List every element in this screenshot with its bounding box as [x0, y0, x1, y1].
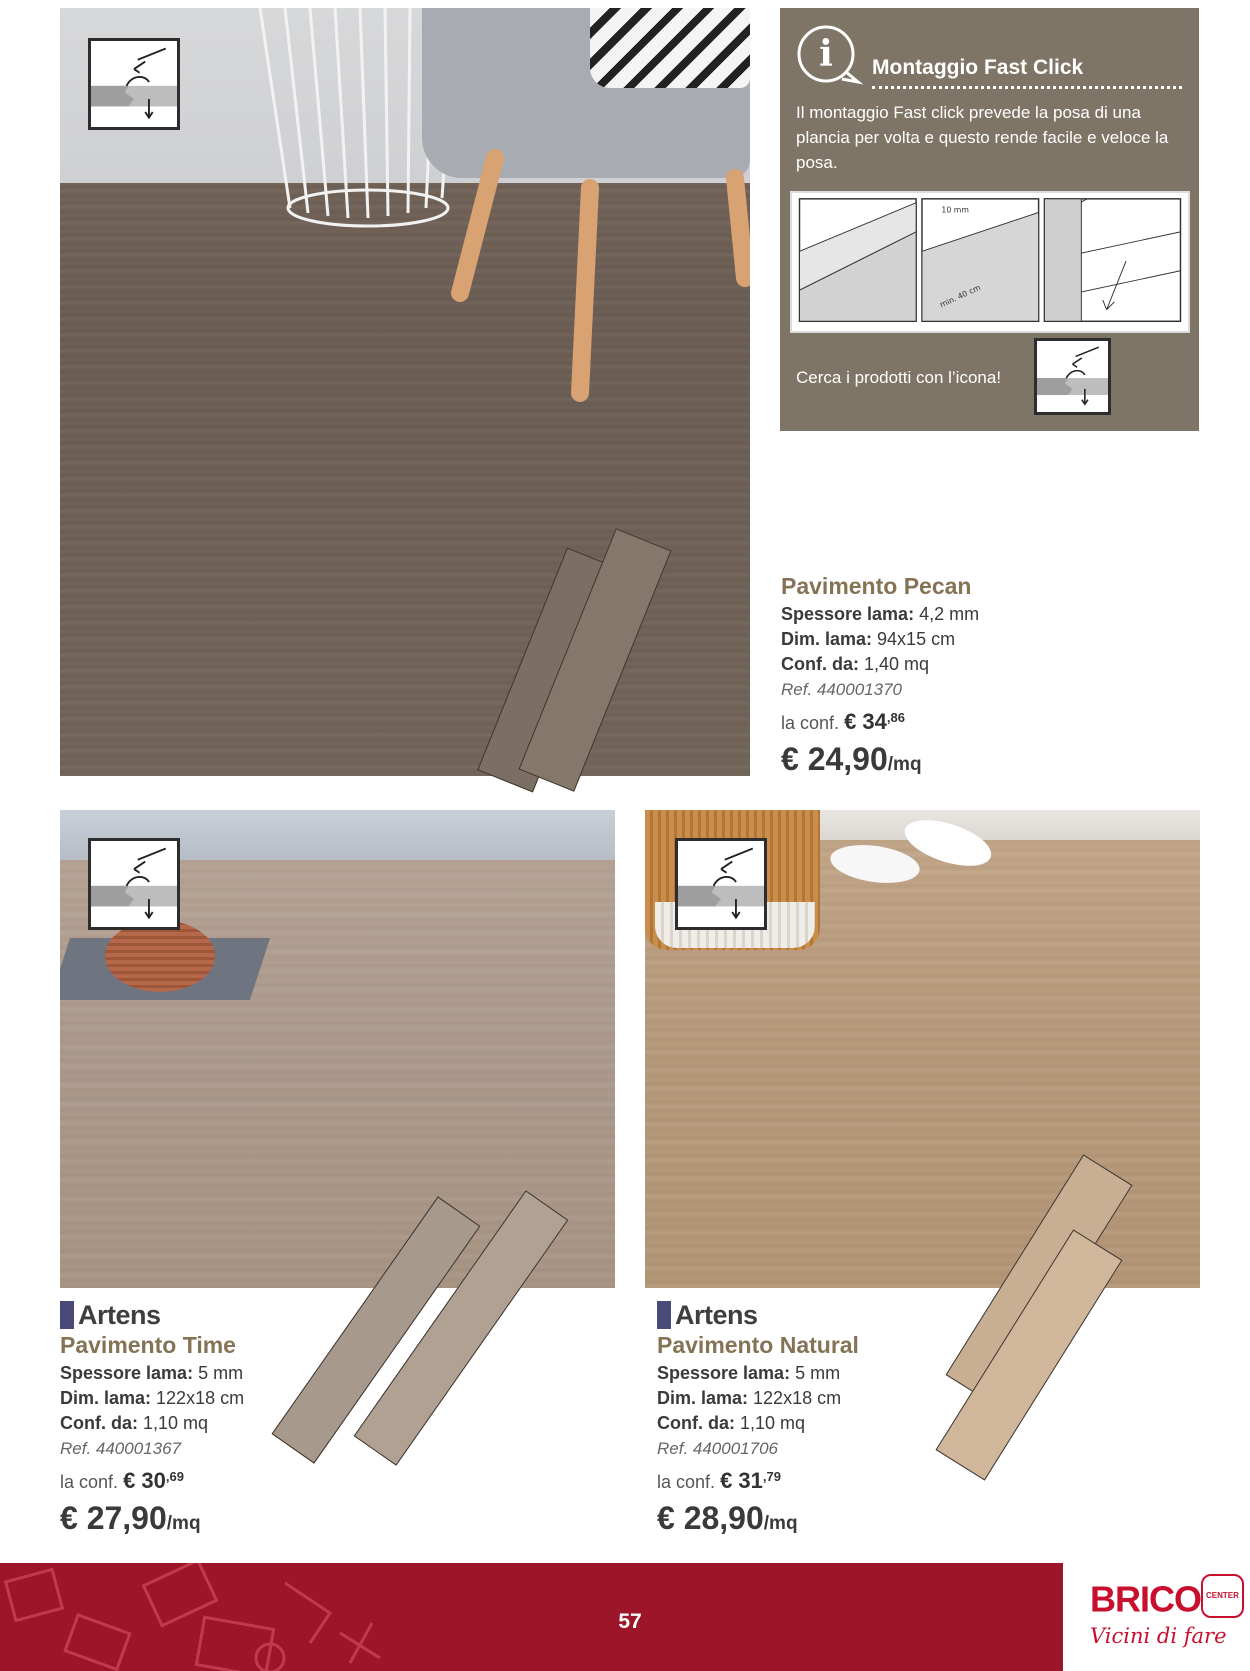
- assembly-diagram: [790, 191, 1190, 333]
- photo-natural-floor: [645, 810, 1200, 1288]
- spec-label: Conf. da:: [657, 1413, 735, 1433]
- divider: [872, 86, 1182, 89]
- footer-tools-pattern: [0, 1563, 1063, 1671]
- fast-click-icon: [88, 38, 180, 130]
- fast-click-info-box: [780, 8, 1199, 431]
- logo-badge: CENTER: [1201, 1574, 1244, 1618]
- spec-dimensions: [657, 1386, 859, 1411]
- spec-value: 5 mm: [790, 1363, 841, 1383]
- diagram-label-gap: 10 mm: [941, 205, 969, 215]
- spec-label: Spessore lama:: [657, 1363, 791, 1383]
- spec-dimensions: [781, 627, 979, 652]
- info-title: Montaggio Fast Click: [872, 56, 1084, 79]
- pack-price: [657, 1463, 859, 1496]
- slipper: [828, 840, 922, 888]
- brico-center-logo: [1090, 1578, 1239, 1660]
- spec-thickness: [657, 1361, 859, 1386]
- chair-legs: [440, 148, 750, 408]
- brand-logo: [657, 1300, 859, 1330]
- pack-price-label: la conf.: [781, 713, 840, 733]
- footer-bar: [0, 1563, 1063, 1671]
- photo-pecan-floor: [60, 8, 750, 776]
- page-number: 57: [618, 1610, 642, 1633]
- logo-tagline: Vicini di fare: [1090, 1624, 1227, 1648]
- search-icon-text: Cerca i prodotti con l’icona!: [796, 368, 1002, 387]
- price-per-sqm: [781, 741, 979, 778]
- product-time: [60, 1300, 244, 1537]
- spec-pack: [781, 652, 979, 677]
- spec-label: Spessore lama:: [60, 1363, 194, 1383]
- pack-price-main: € 30: [123, 1468, 166, 1493]
- brand-logo: [60, 1300, 244, 1330]
- price-unit: /mq: [887, 754, 922, 775]
- pack-price-main: € 34: [844, 709, 887, 734]
- brand-mark-icon: [657, 1301, 671, 1329]
- price-unit: /mq: [166, 1513, 201, 1534]
- pack-price-cents: ,79: [762, 1469, 781, 1484]
- pouf: [105, 920, 215, 992]
- spec-value: 122x18 cm: [151, 1388, 245, 1408]
- fast-click-icon: [675, 838, 767, 930]
- fast-click-icon: [1034, 338, 1111, 415]
- info-text: Il montaggio Fast click prevede la posa di una plancia per volta e questo rende facile e veloce la posa.: [796, 103, 1169, 172]
- info-icon: [794, 22, 864, 92]
- brand-name: Artens: [78, 1299, 161, 1330]
- product-pecan: [781, 573, 979, 778]
- pack-price-main: € 31: [720, 1468, 763, 1493]
- spec-value: 5 mm: [193, 1363, 244, 1383]
- spec-label: Dim. lama:: [781, 629, 873, 649]
- spec-value: 1,10 mq: [138, 1413, 209, 1433]
- pack-price: [781, 704, 979, 737]
- brand-name: Artens: [675, 1299, 758, 1330]
- pack-price-label: la conf.: [657, 1472, 716, 1492]
- diagram-label-min: min. 40 cm: [938, 282, 982, 310]
- spec-dimensions: [60, 1386, 244, 1411]
- spec-label: Spessore lama:: [781, 604, 915, 624]
- spec-value: 94x15 cm: [872, 629, 956, 649]
- logo-word: [1090, 1578, 1239, 1624]
- fast-click-icon: [88, 838, 180, 930]
- product-natural: [657, 1300, 859, 1537]
- spec-label: Conf. da:: [781, 654, 859, 674]
- price-unit: /mq: [763, 1513, 798, 1534]
- pack-price-cents: ,86: [886, 710, 905, 725]
- spec-value: 1,40 mq: [859, 654, 930, 674]
- spec-label: Dim. lama:: [60, 1388, 152, 1408]
- pack-price-label: la conf.: [60, 1472, 119, 1492]
- price-main: € 24,90: [781, 741, 888, 777]
- product-ref: Ref. 440001370: [781, 680, 902, 699]
- price-main: € 27,90: [60, 1500, 167, 1536]
- pack-price: [60, 1463, 244, 1496]
- product-name: Pavimento Pecan: [781, 573, 972, 599]
- logo-word-text: BRICO: [1090, 1578, 1201, 1620]
- spec-value: 122x18 cm: [748, 1388, 842, 1408]
- product-name: Pavimento Time: [60, 1332, 236, 1358]
- spec-thickness: [781, 602, 979, 627]
- brand-mark-icon: [60, 1301, 74, 1329]
- spec-value: 4,2 mm: [914, 604, 980, 624]
- price-per-sqm: [657, 1500, 859, 1537]
- product-ref: Ref. 440001367: [60, 1439, 181, 1458]
- product-ref: Ref. 440001706: [657, 1439, 778, 1458]
- product-name: Pavimento Natural: [657, 1332, 859, 1358]
- price-main: € 28,90: [657, 1500, 764, 1536]
- price-per-sqm: [60, 1500, 244, 1537]
- spec-pack: [60, 1411, 244, 1436]
- spec-label: Conf. da:: [60, 1413, 138, 1433]
- spec-pack: [657, 1411, 859, 1436]
- cushion: [590, 8, 750, 88]
- spec-label: Dim. lama:: [657, 1388, 749, 1408]
- pack-price-cents: ,69: [165, 1469, 184, 1484]
- spec-thickness: [60, 1361, 244, 1386]
- svg-text:i: i: [819, 33, 833, 75]
- spec-value: 1,10 mq: [735, 1413, 806, 1433]
